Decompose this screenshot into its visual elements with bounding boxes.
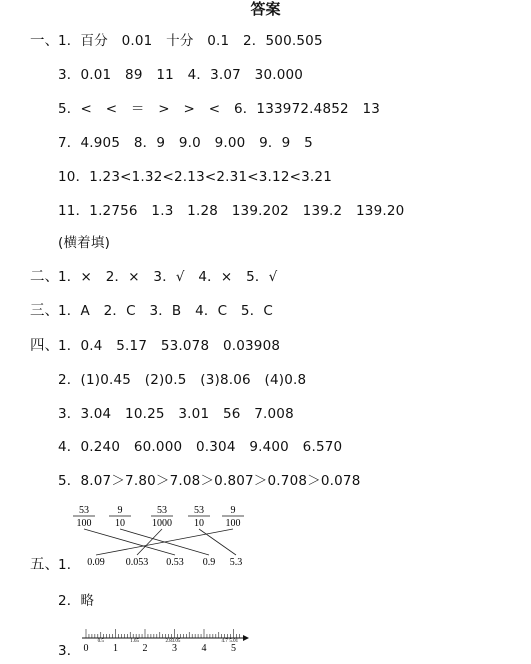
answer-text: 2．略	[58, 593, 95, 609]
point-label: 4.7	[221, 639, 228, 644]
match-line	[137, 529, 162, 555]
arrow-head	[243, 635, 249, 641]
fraction-numerator: 9	[230, 505, 236, 516]
match-line	[199, 529, 236, 555]
answer-text: (横着填)	[58, 235, 111, 251]
section-number: 一、	[30, 33, 59, 49]
section-number: 四、	[30, 338, 59, 354]
fraction-numerator: 53	[157, 505, 167, 516]
fraction-denominator: 100	[225, 518, 241, 529]
decimal-label: 0.53	[166, 557, 184, 568]
decimal-label: 0.09	[87, 557, 105, 568]
major-tick-label: 2	[142, 643, 148, 654]
major-tick-label: 5	[231, 643, 236, 654]
fraction-numerator: 53	[79, 505, 89, 516]
point-label: 2.8	[165, 639, 172, 644]
decimal-label: 0.053	[125, 557, 149, 568]
answer-text: 3．3.04 10.25 3.01 56 7.008	[58, 406, 294, 422]
answer-text: 5．8.07＞7.80＞7.08＞0.807＞0.708＞0.078	[58, 473, 361, 489]
point-label: 1.65	[130, 639, 140, 644]
answer-text: 3．0.01 89 11 4．3.07 30.000	[58, 67, 304, 83]
section-number: 二、	[30, 269, 59, 285]
answer-text: 1．百分 0.01 十分 0.1 2．500.505	[58, 33, 323, 49]
major-tick-label: 1	[113, 643, 118, 654]
answer-text: 3．	[58, 643, 81, 659]
answer-text: 7．4.905 8．9 9.0 9.00 9．9 5	[58, 135, 313, 151]
decimal-label: 5.3	[229, 557, 243, 568]
decimal-label: 0.9	[202, 557, 216, 568]
point-label: 3.05	[171, 639, 181, 644]
point-label: 0.5	[97, 639, 104, 644]
answer-text: 1．	[58, 557, 81, 573]
section-number: 三、	[30, 303, 59, 319]
section-number: 五、	[30, 557, 59, 573]
answer-text: 4．0.240 60.000 0.304 9.400 6.570	[58, 439, 343, 455]
answer-text: 1．0.4 5.17 53.078 0.03908	[58, 338, 281, 354]
answer-text: 11．1.2756 1.3 1.28 139.202 139.2 139.20	[58, 203, 405, 219]
page-title: 答案	[250, 0, 281, 18]
answer-text: 5．< < ＝ > > < 6．133972.4852 13	[58, 101, 381, 117]
number-line	[78, 620, 253, 658]
fraction-denominator: 1000	[152, 518, 172, 529]
answer-text: 10．1.23<1.32<2.13<2.31<3.12<3.21	[58, 169, 332, 185]
answer-text: 1．× 2．× 3．√ 4．× 5．√	[58, 269, 278, 285]
fraction-decimal-matching-diagram	[70, 503, 260, 573]
answer-text: 2．(1)0.45 (2)0.5 (3)8.06 (4)0.8	[58, 372, 307, 388]
fraction-numerator: 9	[117, 505, 123, 516]
fraction-denominator: 10	[115, 518, 125, 529]
match-line	[96, 529, 233, 555]
match-line	[84, 529, 175, 555]
major-tick-label: 0	[83, 643, 89, 654]
fraction-numerator: 53	[194, 505, 204, 516]
fraction-denominator: 100	[76, 518, 92, 529]
answer-text: 1．A 2．C 3．B 4．C 5．C	[58, 303, 274, 319]
major-tick-label: 3	[172, 643, 177, 654]
major-tick-label: 4	[201, 643, 207, 654]
point-label: 5.01	[229, 639, 239, 644]
fraction-denominator: 10	[194, 518, 204, 529]
